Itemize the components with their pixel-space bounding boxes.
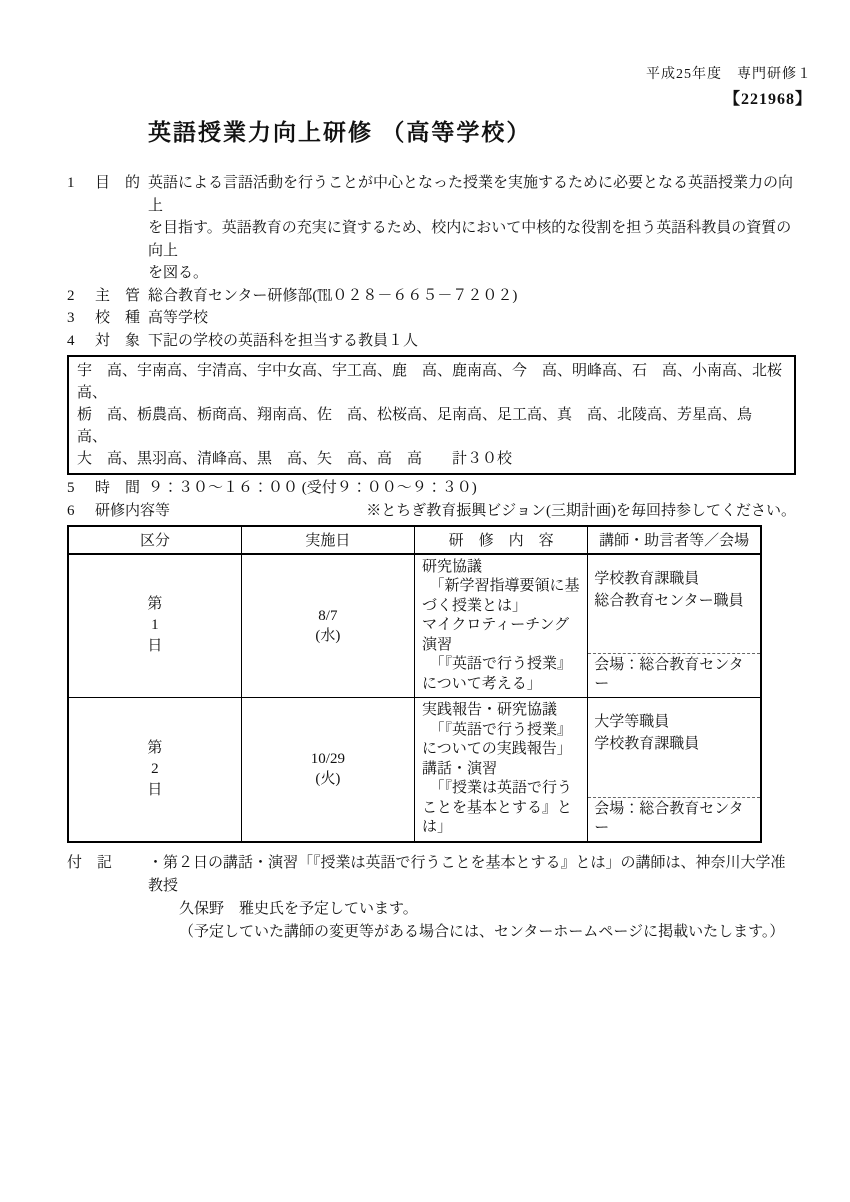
content-line: 演習 (422, 636, 453, 653)
kubun-char: 第 (147, 596, 163, 613)
day2-instructor-cell (588, 698, 761, 842)
school-list-line: 栃 高、栃農高、栃商高、翔南高、佐 高、松桜高、足南高、足工高、真 高、北陵高、芳星高、鳥 高、 (77, 407, 768, 445)
purpose-line: を図る。 (148, 265, 209, 281)
section-number: 2 (67, 287, 75, 304)
section-school-type (67, 307, 796, 330)
appendix-section (67, 852, 796, 944)
appendix-text (148, 852, 796, 944)
day1-date-cell (241, 554, 414, 698)
instructor-list (588, 698, 760, 755)
section-organizer (67, 285, 796, 308)
purpose-line: を目指す。英語教育の充実に資するため、校内において中核的な役割を担う英語科教員の資質の向上 (148, 220, 792, 259)
schedule-table-header (68, 526, 761, 554)
section-number: 4 (67, 332, 75, 349)
kubun-char: 第 (147, 739, 163, 756)
section-number: 1 (67, 175, 75, 191)
instructor-line: 学校教育課職員 (594, 570, 700, 587)
day2-kubun-cell (68, 698, 241, 842)
section-number: 3 (67, 310, 75, 326)
day1-content-cell (415, 554, 588, 698)
kubun-char: 日 (147, 781, 163, 798)
section-purpose (67, 172, 796, 285)
table-row (68, 698, 761, 842)
section-purpose-text (148, 172, 796, 285)
table-header-row (68, 526, 761, 554)
header-content: 研 修 内 容 (415, 526, 588, 554)
appendix-line: ・第２日の講話・演習「『授業は英語で行うことを基本とする』とは」の講師は、神奈川大学准教授 (148, 854, 786, 894)
instructor-line: 大学等職員 (594, 714, 670, 730)
section-label: 校 種 (95, 310, 141, 326)
content-line: マイクロティーチング (422, 617, 570, 633)
header-right (646, 63, 812, 109)
time-text: ９：３０～１６：００ (受付９：００～９：３０) (148, 480, 477, 496)
kubun-char: 1 (151, 617, 159, 634)
venue-label: 会場：総合教育センター (588, 797, 760, 841)
day1-kubun-cell (68, 554, 241, 698)
organizer-text: 総合教育センター研修部(℡０２８－６６５－７２０２) (148, 287, 518, 304)
fiscal-year-label: 平成25年度 専門研修１ (646, 67, 812, 82)
section-label: 対 象 (95, 332, 141, 349)
date-value: 8/7 (318, 607, 338, 624)
instructor-line: 総合教育センター職員 (594, 592, 744, 609)
section-label: 主 管 (95, 287, 141, 304)
header-instructor-venue: 講師・助言者等／会場 (588, 526, 761, 554)
section-target (67, 330, 796, 353)
content-line: 実践報告・研究協議 (422, 702, 558, 718)
appendix-label: 付 記 (67, 854, 113, 871)
training-schedule-table (67, 525, 762, 843)
section-time (67, 477, 796, 500)
section-label: 研修内容等 (95, 502, 171, 519)
content-line: 「『授業は英語で行うことを基本とする』とは」 (422, 780, 573, 835)
table-row (68, 554, 761, 698)
content-line: 「『英語で行う授業』についての実践報告」 (422, 721, 573, 757)
date-weekday: (火) (315, 771, 341, 788)
date-weekday: (水) (315, 627, 341, 644)
content-line: 「『英語で行う授業』について考える」 (422, 656, 573, 692)
appendix-line: 久保野 雅史氏を予定しています。 (179, 900, 418, 917)
purpose-line: 英語による言語活動を行うことが中心となった授業を実施するために必要となる英語授業力の向上 (148, 175, 794, 214)
instructor-line: 学校教育課職員 (594, 736, 700, 752)
section-contents-heading (67, 500, 796, 523)
day1-instructor-cell (588, 554, 761, 698)
school-type-text: 高等学校 (148, 310, 209, 326)
venue-label: 会場：総合教育センター (588, 653, 760, 697)
target-text: 下記の学校の英語科を担当する教員１人 (148, 332, 419, 349)
section-number: 5 (67, 480, 75, 496)
school-list-line: 大 高、黒羽高、清峰高、黒 高、矢 高、高 高 計３０校 (77, 451, 513, 467)
kubun-char: 日 (147, 638, 163, 655)
header-date: 実施日 (241, 526, 414, 554)
section-label: 目 的 (95, 175, 141, 191)
header-kubun: 区分 (68, 526, 241, 554)
school-list-box (67, 355, 796, 475)
day2-date-cell (241, 698, 414, 842)
content-line: 研究協議 (422, 558, 483, 575)
instructor-list (588, 555, 760, 612)
section-label: 時 間 (95, 480, 141, 496)
school-list-line: 宇 高、宇南高、宇清高、宇中女高、宇工高、鹿 高、鹿南高、今 高、明峰高、石 高、小南高、北桜高、 (77, 363, 783, 401)
content-line: 講話・演習 (422, 760, 498, 777)
section-number: 6 (67, 502, 75, 519)
date-value: 10/29 (310, 751, 345, 768)
appendix-line: （予定していた講師の変更等がある場合には、センターホームページに掲載いたします。） (179, 923, 785, 940)
page-title: 英語授業力向上研修 （高等学校） (148, 119, 532, 145)
document-body (67, 172, 796, 944)
bring-vision-note: ※とちぎ教育振興ビジョン(三期計画)を毎回持参してください。 (366, 502, 796, 519)
content-line: 「新学習指導要領に基づく授業とは」 (422, 578, 580, 614)
document-number: 【221968】 (723, 91, 812, 108)
kubun-char: 2 (151, 760, 159, 777)
day2-content-cell (415, 698, 588, 842)
